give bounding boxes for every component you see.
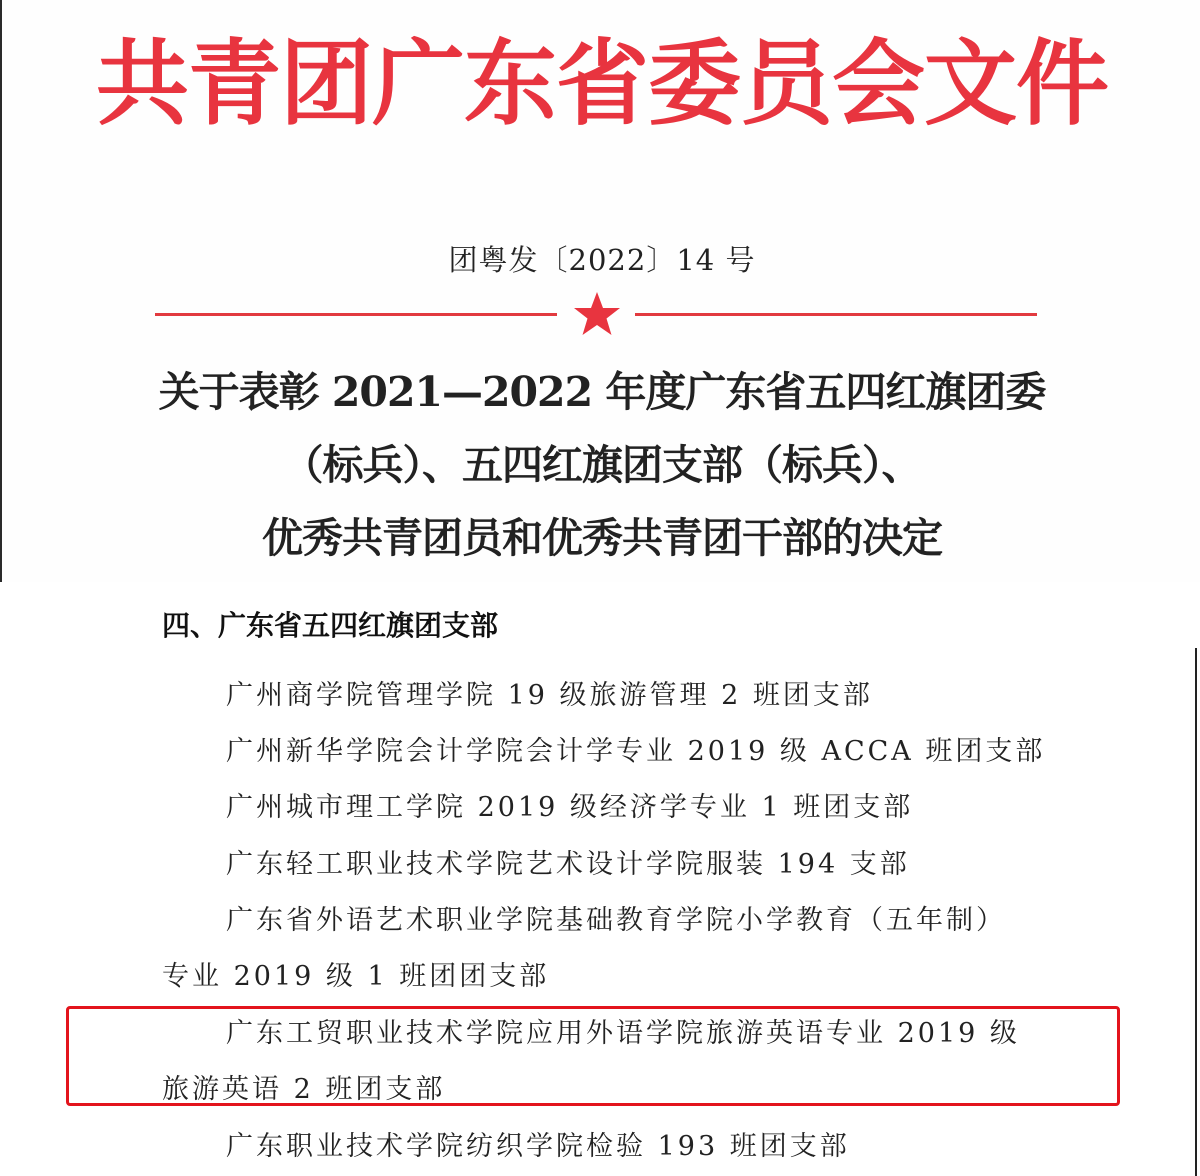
divider-right [635,313,1037,316]
divider-left [155,313,557,316]
decision-title-line-1: 关于表彰 2021—2022 年度广东省五四红旗团委 [158,368,1046,416]
star-icon [573,291,621,337]
list-item: 广东省外语艺术职业学院基础教育学院小学教育（五年制） [226,905,1006,936]
page-edge-rule [1195,648,1197,1176]
list-item: 广东职业技术学院纺织学院检验 193 班团支部 [226,1131,850,1162]
section-heading: 四、广东省五四红旗团支部 [162,609,499,642]
highlighted-list-item: 广东工贸职业技术学院应用外语学院旅游英语专业 2019 级 [226,1018,1020,1049]
decision-title-line-2: （标兵）、五四红旗团支部（标兵）、 [282,441,922,489]
decision-title-line-3: 优秀共青团员和优秀共青团干部的决定 [262,514,942,562]
list-item: 广州新华学院会计学院会计学专业 2019 级 ACCA 班团支部 [226,736,1046,767]
highlighted-list-item-continuation: 旅游英语 2 班团支部 [162,1074,446,1105]
document-header-panel [0,0,1200,582]
masthead-title: 共青团广东省委员会文件 [96,30,1108,138]
list-item: 广州城市理工学院 2019 级经济学专业 1 班团支部 [226,792,914,823]
list-item-continuation: 专业 2019 级 1 班团团支部 [162,961,550,992]
document-number: 团粤发〔2022〕14 号 [448,243,756,277]
list-item: 广州商学院管理学院 19 级旅游管理 2 班团支部 [226,680,873,711]
list-item: 广东轻工职业技术学院艺术设计学院服装 194 支部 [226,849,910,880]
